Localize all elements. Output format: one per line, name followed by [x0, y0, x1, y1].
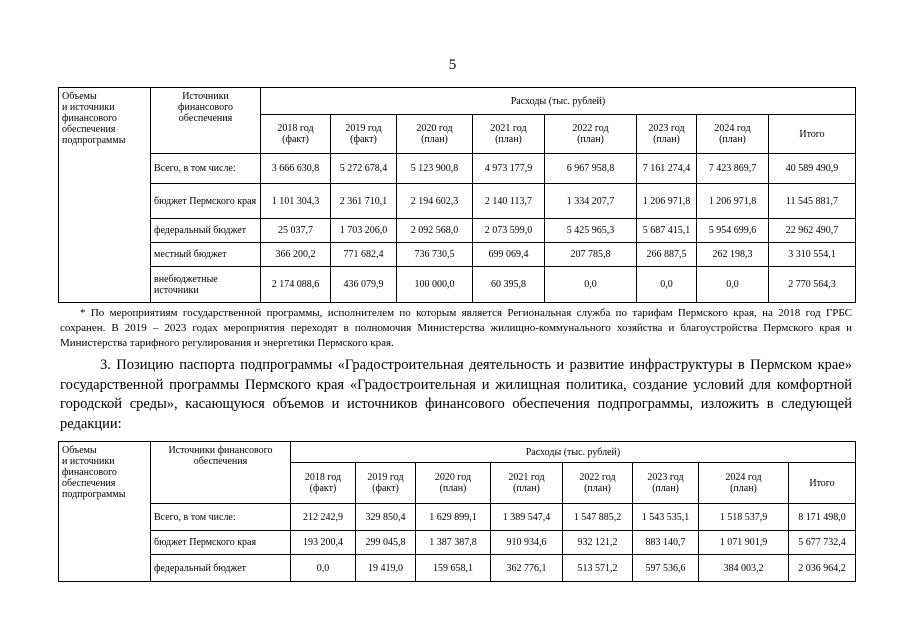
financing-table-2 — [58, 441, 856, 582]
table-row — [59, 243, 856, 267]
table2-volume-label-cell — [59, 442, 151, 582]
table-cell: 193 200,4 — [291, 531, 356, 555]
table-cell: 7 161 274,4 — [637, 154, 697, 184]
table-cell: 2 194 602,3 — [397, 184, 473, 219]
financing-table-1 — [58, 87, 856, 303]
table-cell: 366 200,2 — [261, 243, 331, 267]
table1-row-label: местный бюджет — [151, 243, 261, 267]
table-cell: 1 543 535,1 — [633, 504, 699, 531]
footnote: * По мероприятиям государственной программы, исполнителем по которым является Региональная служба по тарифам Пермского края, на 2018 год ГРБС сохранен. В 2019 – 2023 годах мероприятия переходят в полномочия Министерства жилищно-коммунального хозяйства и благоустройства Пермского края и Министерства тарифного регулирования и энергетики Пермского края. — [60, 307, 852, 349]
table-cell: 5 425 965,3 — [545, 219, 637, 243]
table2-volume-label: Объемы и источники финансового обеспечения подпрограммы — [62, 445, 126, 500]
table-cell: 266 887,5 — [637, 243, 697, 267]
table-cell: 5 687 415,1 — [637, 219, 697, 243]
table2-year-header-2019: 2019 год (факт) — [356, 463, 416, 504]
table1-row-label: Всего, в том числе: — [151, 154, 261, 184]
table-cell: 25 037,7 — [261, 219, 331, 243]
table-cell: 1 334 207,7 — [545, 184, 637, 219]
table-cell: 22 962 490,7 — [769, 219, 856, 243]
table-cell: 1 703 206,0 — [331, 219, 397, 243]
table-cell: 329 850,4 — [356, 504, 416, 531]
table-row — [59, 504, 856, 531]
table1-sources-header-cell — [151, 88, 261, 154]
table-cell: 3 310 554,1 — [769, 243, 856, 267]
table-cell: 0,0 — [291, 555, 356, 582]
table-cell: 5 272 678,4 — [331, 154, 397, 184]
table-cell: 262 198,3 — [697, 243, 769, 267]
table-cell: 2 361 710,1 — [331, 184, 397, 219]
table1-year-header-2019: 2019 год (факт) — [331, 115, 397, 154]
table1-row-label: внебюджетные источники — [151, 267, 261, 303]
table-cell: 513 571,2 — [563, 555, 633, 582]
table-cell: 2 770 564,3 — [769, 267, 856, 303]
table1-year-header-2022: 2022 год (план) — [545, 115, 637, 154]
table-cell: 597 536,6 — [633, 555, 699, 582]
table-cell: 5 123 900,8 — [397, 154, 473, 184]
table-row — [59, 531, 856, 555]
table-cell: 6 967 958,8 — [545, 154, 637, 184]
table2-sources-header: Источники финансового обеспечения — [168, 445, 273, 467]
table1-row-label: федеральный бюджет — [151, 219, 261, 243]
table1-year-header-2023: 2023 год (план) — [637, 115, 697, 154]
paragraph-item-3: 3. Позицию паспорта подпрограммы «Градостроительная деятельность и развитие инфраструктуры в Пермском крае» государственной программы Пермского края «Градостроительная и жилищная политика, создание условий для комфортной городской среды», касающуюся объемов и источников финансового обеспечения подпрограммы, изложить в следующей редакции: — [60, 357, 852, 432]
table1-year-header-2018: 2018 год (факт) — [261, 115, 331, 154]
table-cell: 1 206 971,8 — [637, 184, 697, 219]
table-cell: 0,0 — [637, 267, 697, 303]
table-row — [59, 555, 856, 582]
table2-total-header: Итого — [789, 463, 856, 504]
table-cell: 436 079,9 — [331, 267, 397, 303]
table2-row-label: бюджет Пермского края — [151, 531, 291, 555]
table1-expenses-header: Расходы (тыс. рублей) — [261, 88, 856, 115]
table-cell: 19 419,0 — [356, 555, 416, 582]
table-cell: 2 174 088,6 — [261, 267, 331, 303]
table-cell: 1 518 537,9 — [699, 504, 789, 531]
table1-year-header-2024: 2024 год (план) — [697, 115, 769, 154]
table-cell: 2 140 113,7 — [473, 184, 545, 219]
table-cell: 2 036 964,2 — [789, 555, 856, 582]
table-cell: 5 677 732,4 — [789, 531, 856, 555]
table-cell: 100 000,0 — [397, 267, 473, 303]
table1-volume-label-cell — [59, 88, 151, 303]
table-cell: 883 140,7 — [633, 531, 699, 555]
table-cell: 7 423 869,7 — [697, 154, 769, 184]
table2-sources-header-cell — [151, 442, 291, 504]
table-cell: 1 206 971,8 — [697, 184, 769, 219]
table2-year-header-2020: 2020 год (план) — [416, 463, 491, 504]
table-cell: 910 934,6 — [491, 531, 563, 555]
table-cell: 1 629 899,1 — [416, 504, 491, 531]
table-cell: 60 395,8 — [473, 267, 545, 303]
table-cell: 40 589 490,9 — [769, 154, 856, 184]
table1-year-header-2020: 2020 год (план) — [397, 115, 473, 154]
table-cell: 1 071 901,9 — [699, 531, 789, 555]
table1-row-label: бюджет Пермского края — [151, 184, 261, 219]
table2-expenses-header: Расходы (тыс. рублей) — [291, 442, 856, 463]
table-cell: 1 101 304,3 — [261, 184, 331, 219]
table-cell: 3 666 630,8 — [261, 154, 331, 184]
page-number: 5 — [448, 57, 457, 73]
table-cell: 212 242,9 — [291, 504, 356, 531]
table-cell: 11 545 881,7 — [769, 184, 856, 219]
table2-year-header-2023: 2023 год (план) — [633, 463, 699, 504]
table1-total-header: Итого — [769, 115, 856, 154]
table-row — [59, 267, 856, 303]
table-row — [59, 154, 856, 184]
table1-volume-label: Объемы и источники финансового обеспечения подпрограммы — [62, 91, 126, 146]
table-cell: 384 003,2 — [699, 555, 789, 582]
table-cell: 299 045,8 — [356, 531, 416, 555]
table2-row-label: Всего, в том числе: — [151, 504, 291, 531]
table-cell: 0,0 — [697, 267, 769, 303]
table2-year-header-2022: 2022 год (план) — [563, 463, 633, 504]
table1-year-header-2021: 2021 год (план) — [473, 115, 545, 154]
table-cell: 1 387 387,8 — [416, 531, 491, 555]
table-cell: 736 730,5 — [397, 243, 473, 267]
table2-year-header-2021: 2021 год (план) — [491, 463, 563, 504]
table-cell: 699 069,4 — [473, 243, 545, 267]
table-row — [59, 184, 856, 219]
table-cell: 0,0 — [545, 267, 637, 303]
table-cell: 2 092 568,0 — [397, 219, 473, 243]
table-cell: 8 171 498,0 — [789, 504, 856, 531]
table-cell: 5 954 699,6 — [697, 219, 769, 243]
table-cell: 1 547 885,2 — [563, 504, 633, 531]
table2-row-label: федеральный бюджет — [151, 555, 291, 582]
table-cell: 207 785,8 — [545, 243, 637, 267]
table-cell: 2 073 599,0 — [473, 219, 545, 243]
table-cell: 362 776,1 — [491, 555, 563, 582]
table-cell: 771 682,4 — [331, 243, 397, 267]
table1-sources-header: Источники финансового обеспечения — [178, 91, 233, 124]
table2-year-header-2024: 2024 год (план) — [699, 463, 789, 504]
table-cell: 159 658,1 — [416, 555, 491, 582]
table-row — [59, 219, 856, 243]
table-cell: 932 121,2 — [563, 531, 633, 555]
table2-year-header-2018: 2018 год (факт) — [291, 463, 356, 504]
table-cell: 1 389 547,4 — [491, 504, 563, 531]
table-cell: 4 973 177,9 — [473, 154, 545, 184]
